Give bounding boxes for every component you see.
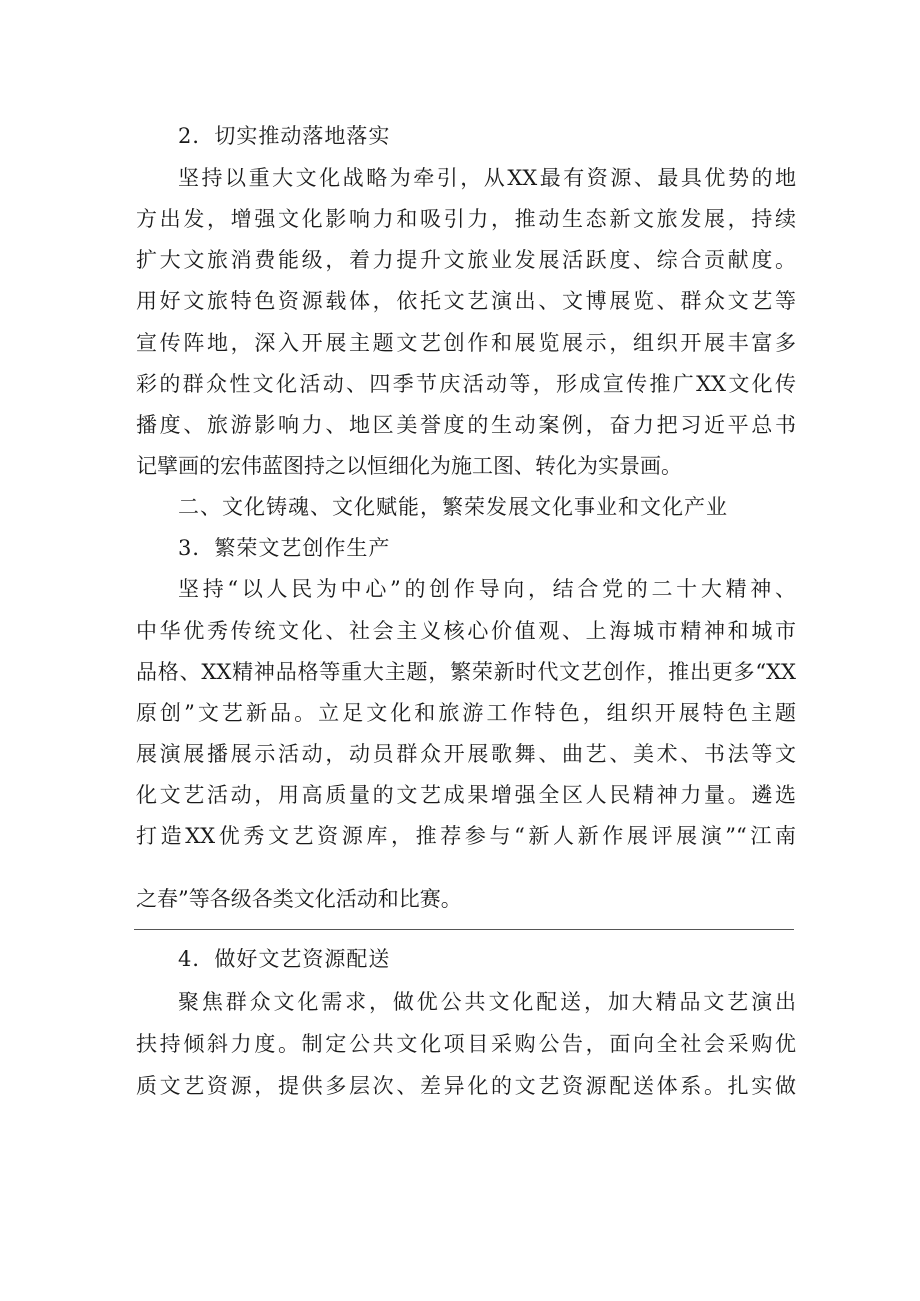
paragraph-line: 坚持“以人民为中心”的创作导向，结合党的二十大精神、 [178, 577, 796, 601]
paragraph-line: 聚焦群众文化需求，做优公共文化配送，加大精品文艺演出 [178, 990, 796, 1014]
paragraph-line: 品格、XX精神品格等重大主题，繁荣新时代文艺创作，推出更多“XX [136, 660, 796, 684]
paragraph-line: 化文艺活动，用高质量的文艺成果增强全区人民精神力量。遴选 [136, 783, 796, 807]
paragraph-line: 扩大文旅消费能级，着力提升文旅业发展活跃度、综合贡献度。 [136, 248, 796, 272]
paragraph-line: 扶持倾斜力度。制定公共文化项目采购公告，面向全社会采购优 [136, 1032, 796, 1056]
section-heading-4: 4．做好文艺资源配送 [178, 947, 391, 971]
paragraph-line: 用好文旅特色资源载体，依托文艺演出、文博展览、群众文艺等 [136, 289, 796, 313]
paragraph-line: 质文艺资源，提供多层次、差异化的文艺资源配送体系。扎实做 [136, 1074, 796, 1098]
paragraph-line: 展演展播展示活动，动员群众开展歌舞、曲艺、美术、书法等文 [136, 742, 796, 766]
paragraph-line: 中华优秀传统文化、社会主义核心价值观、上海城市精神和城市 [136, 619, 796, 643]
section-heading-2: 2．切实推动落地落实 [178, 124, 391, 148]
paragraph-line: 方出发，增强文化影响力和吸引力，推动生态新文旅发展，持续 [136, 207, 796, 231]
paragraph-line: 打造XX优秀文艺资源库，推荐参与“新人新作展评展演”“江南 [136, 824, 796, 848]
section-divider [134, 929, 794, 930]
paragraph-line: 之春”等各级各类文化活动和比赛。 [136, 887, 462, 911]
paragraph-line: 播度、旅游影响力、地区美誉度的生动案例，奋力把习近平总书 [136, 413, 796, 437]
paragraph-line: 彩的群众性文化活动、四季节庆活动等，形成宣传推广XX文化传 [136, 372, 796, 396]
paragraph-line: 原创”文艺新品。立足文化和旅游工作特色，组织开展特色主题 [136, 701, 796, 725]
paragraph-line: 宣传阵地，深入开展主题文艺创作和展览展示，组织开展丰富多 [136, 331, 796, 355]
chapter-heading-2: 二、文化铸魂、文化赋能，繁荣发展文化事业和文化产业 [178, 495, 728, 519]
paragraph-line: 坚持以重大文化战略为牵引，从XX最有资源、最具优势的地 [178, 166, 796, 190]
paragraph-line: 记擘画的宏伟蓝图持之以恒细化为施工图、转化为实景画。 [136, 454, 682, 478]
section-heading-3: 3．繁荣文艺创作生产 [178, 536, 391, 560]
